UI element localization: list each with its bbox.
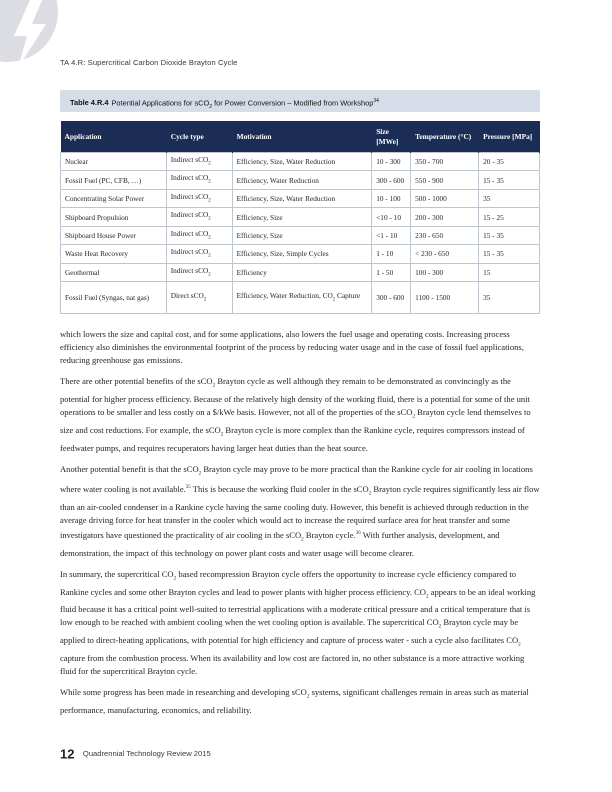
cell-text: Indirect sCO <box>170 265 209 275</box>
cell-application <box>61 282 167 314</box>
table-header-row <box>61 121 540 153</box>
table-row <box>61 189 540 207</box>
cell-text: 15 - 35 <box>483 175 504 185</box>
table-body <box>61 153 540 314</box>
body-paragraph <box>60 568 540 678</box>
body-paragraph <box>60 463 540 559</box>
cell-application <box>61 263 167 281</box>
body-text <box>60 328 540 726</box>
cell-cycle-type <box>166 263 232 281</box>
cell-size <box>372 245 411 263</box>
cell-size <box>372 226 411 244</box>
body-paragraph <box>60 328 540 367</box>
body-paragraph <box>60 375 540 455</box>
cell-text: 300 - 600 <box>376 293 405 303</box>
text-run: With further analysis, development, and demonstration, the impact of this technology on power plant costs and water usage will become clearer. <box>60 529 500 558</box>
subscript: 2 <box>301 536 304 543</box>
subscript: 2 <box>212 383 216 390</box>
table-row <box>61 226 540 244</box>
text-run: Brayton cycle requires significantly less air flow than an air-cooled condenser in a Rankine cycle having the same cooling duty. However, this benefit is achieved through reduction in the average driving force for heat transfer in the cooler which would act to increase the required surface area for heat transfer and some investigators have questioned the practicality of air cooling in the sCO <box>60 483 540 540</box>
cell-text: Geothermal <box>65 267 100 277</box>
cell-pressure <box>479 282 540 314</box>
subscript: 2 <box>518 641 521 648</box>
cell-temperature <box>411 189 479 207</box>
cell-application <box>61 189 167 207</box>
cell-text: 100 - 300 <box>415 267 444 277</box>
applications-table <box>60 121 540 314</box>
subscript: 2 <box>173 575 177 582</box>
subscript: 2 <box>425 593 429 600</box>
cell-text: 300 - 600 <box>376 175 405 185</box>
text-run: Brayton cycle may prove to be more practical than the Rankine cycle for air cooling in locations where water cooling is not available. <box>60 464 533 494</box>
column-header-application: Application <box>61 121 167 153</box>
cell-text: 20 - 35 <box>483 157 504 167</box>
cell-motivation <box>232 189 372 207</box>
cell-text: 15 <box>483 267 491 277</box>
cell-temperature <box>411 226 479 244</box>
cell-motivation <box>232 263 372 281</box>
subscript: 2 <box>208 272 211 278</box>
subscript: 2 <box>203 297 207 303</box>
cell-temperature <box>411 208 479 226</box>
cell-text: 550 - 900 <box>415 175 444 185</box>
subscript: 2 <box>198 470 202 477</box>
text-run: which lowers the size and capital cost, and for some applications, also lowers the fuel usage and operating costs. Increasing process efficiency also diminishes the environmental footprint of the process by reducing water usage and in the case of fossil fuel applications, reducing greenhouse gas emissions. <box>60 329 524 366</box>
cell-temperature <box>411 282 479 314</box>
cell-motivation <box>232 226 372 244</box>
cell-text: 35 <box>483 293 491 303</box>
cell-cycle-type <box>166 282 232 314</box>
subscript: 2 <box>412 414 415 421</box>
subscript: 2 <box>208 235 211 241</box>
column-header-cycle-type: Cycle type <box>166 121 232 153</box>
cell-pressure <box>479 153 540 171</box>
subscript: 2 <box>208 216 211 222</box>
subscript: 2 <box>220 431 224 438</box>
cell-application <box>61 153 167 171</box>
cell-cycle-type <box>166 153 232 171</box>
cell-text: 200 - 300 <box>415 212 444 222</box>
cell-pressure <box>479 208 540 226</box>
cell-size <box>372 153 411 171</box>
text-run: Brayton cycle may be applied to direct-heating applications, with potential for high efficiency and capture of process water - such a cycle also facilitates CO <box>60 617 519 646</box>
text-run: systems, significant challenges remain in areas such as material performance, manufacturing, economics, and reliability. <box>60 687 529 716</box>
table-row <box>61 171 540 189</box>
table-row <box>61 263 540 281</box>
cell-text: Concentrating Solar Power <box>65 194 145 204</box>
text-run: In summary, the supercritical CO <box>60 568 174 579</box>
subscript: 2 <box>306 694 310 701</box>
applications-table-block <box>60 90 540 314</box>
cell-text: 15 - 25 <box>483 212 504 222</box>
cell-motivation <box>232 153 372 171</box>
cell-size <box>372 282 411 314</box>
cell-text: Direct sCO <box>170 290 204 300</box>
cell-text: Indirect sCO <box>170 247 209 257</box>
cell-text: Indirect sCO <box>170 191 209 201</box>
cell-text: Shipboard Propulsion <box>65 212 129 222</box>
cell-cycle-type <box>166 189 232 207</box>
table-row <box>61 282 540 314</box>
cell-text: 10 - 300 <box>376 157 401 167</box>
cell-text: < 230 - 650 <box>415 249 450 259</box>
text-run: appears to be an ideal working fluid because it has a critical point well-suited to terrestrial applications with a moderate critical pressure and a critical temperature that is low enough to be reached with ambient cooling when the wet cooling option is available. The supercritical CO <box>60 586 536 628</box>
cell-text: Fossil Fuel (PC, CFB, …) <box>65 175 142 185</box>
cell-text: 350 - 700 <box>415 157 444 167</box>
cell-cycle-type <box>166 245 232 263</box>
cell-text: 15 - 35 <box>483 231 504 241</box>
cell-size <box>372 189 411 207</box>
cell-pressure <box>479 171 540 189</box>
running-header: TA 4.R: Supercritical Carbon Dioxide Brayton Cycle <box>60 58 238 67</box>
page-number: 12 <box>60 746 75 762</box>
cell-cycle-type <box>166 208 232 226</box>
cell-application <box>61 226 167 244</box>
text-run: Brayton cycle is more complex than the Rankine cycle, requires compressors instead of feedwater pumps, and requires recuperators having larger heat duties than the heat source. <box>60 425 525 453</box>
caption-text-end: for Power Conversion – Modified from Workshop <box>212 98 374 108</box>
subscript: 2 <box>208 161 211 167</box>
subscript: 2 <box>368 490 372 497</box>
cell-text: Indirect sCO <box>170 228 209 238</box>
cell-text: Efficiency, Water Reduction <box>236 175 319 185</box>
cell-text: <1 - 10 <box>376 231 398 241</box>
cell-text: 230 - 650 <box>415 231 444 241</box>
cell-pressure <box>479 226 540 244</box>
cell-text: 15 - 35 <box>483 249 504 259</box>
cell-size <box>372 171 411 189</box>
cell-motivation <box>232 208 372 226</box>
text-run: capture from the combustion process. When its availability and low cost are factored in, no other substance is a more attractive working fluid for the supercritical Brayton cycle. <box>60 653 525 677</box>
cell-temperature <box>411 263 479 281</box>
cell-application <box>61 245 167 263</box>
cell-text: Indirect sCO <box>170 155 209 164</box>
column-header-size: Size [MWe] <box>372 121 411 153</box>
cell-text: 10 - 100 <box>376 194 401 204</box>
column-header-temperature: Temperature (°C) <box>411 121 479 153</box>
cell-text: Efficiency, Size, Water Reduction <box>236 194 336 204</box>
cell-temperature <box>411 153 479 171</box>
column-header-pressure: Pressure [MPa] <box>479 121 540 153</box>
cell-motivation <box>232 282 372 314</box>
table-number: Table 4.R.4 <box>70 98 109 108</box>
cell-text: 35 <box>483 194 491 204</box>
page-footer <box>60 745 211 763</box>
cell-text: Efficiency, Size <box>236 212 283 222</box>
table-caption <box>60 90 540 112</box>
footnote-ref: 35 <box>185 485 191 491</box>
table-row <box>61 208 540 226</box>
cell-pressure <box>479 189 540 207</box>
cell-text: 1 - 10 <box>376 249 394 259</box>
footnote-ref: 36 <box>355 530 361 536</box>
publication-name: Quadrennial Technology Review 2015 <box>82 749 211 759</box>
cell-text: Nuclear <box>65 157 89 167</box>
text-run: Another potential benefit is that the sCO <box>60 464 199 475</box>
cell-text: <10 - 10 <box>376 212 401 222</box>
cell-application <box>61 171 167 189</box>
subscript: 2 <box>208 179 211 185</box>
cell-size <box>372 208 411 226</box>
cell-cycle-type <box>166 226 232 244</box>
text-run: Brayton cycle lend themselves to size and cost reductions. For example, the sCO <box>60 407 531 436</box>
caption-text: Potential Applications for sCO <box>111 98 210 108</box>
cell-text: 1 - 50 <box>376 267 394 277</box>
text-run: Brayton cycle. <box>303 529 356 540</box>
subscript: 2 <box>438 624 442 631</box>
cell-text: Efficiency <box>236 267 267 277</box>
caption-subscript: 2 <box>209 103 213 110</box>
cell-text: Efficiency, Water Reduction, CO <box>236 290 333 300</box>
caption-footnote-ref: 34 <box>373 98 379 104</box>
cell-text: Capture <box>335 290 361 300</box>
cell-cycle-type <box>166 171 232 189</box>
cell-text: 500 - 1000 <box>415 194 447 204</box>
text-run: based recompression Brayton cycle offers the opportunity to increase cycle efficiency compared to Rankine cycles and some other Brayton cycles and lead to power plants with higher process efficiency. CO <box>60 568 516 597</box>
table-row <box>61 245 540 263</box>
cell-pressure <box>479 263 540 281</box>
cell-application <box>61 208 167 226</box>
cell-size <box>372 263 411 281</box>
cell-text: Shipboard House Power <box>65 231 136 241</box>
subscript: 2 <box>208 253 211 259</box>
subscript: 2 <box>332 297 336 303</box>
cell-motivation <box>232 171 372 189</box>
text-run: While some progress has been made in researching and developing sCO <box>60 687 307 698</box>
cell-text: Efficiency, Size, Simple Cycles <box>236 249 329 259</box>
cell-text: Efficiency, Size, Water Reduction <box>236 157 336 167</box>
text-run: Brayton cycle as well although they remain to be demonstrated as convincingly as the potential for higher process efficiency. Because of the relatively high density of the working fluid, there is a potential for some of the unit operations to be smaller and less costly on a $/kWe basis. However, not all of the properties of the sCO <box>60 376 530 418</box>
subscript: 2 <box>208 198 211 204</box>
cell-text: 1100 - 1500 <box>415 293 451 303</box>
cell-pressure <box>479 245 540 263</box>
column-header-motivation: Motivation <box>232 121 372 153</box>
text-run: This is because the working fluid cooler in the sCO <box>190 483 369 494</box>
cell-text: Indirect sCO <box>170 210 209 220</box>
cell-text: Efficiency, Size <box>236 231 283 241</box>
cell-temperature <box>411 171 479 189</box>
cell-motivation <box>232 245 372 263</box>
lightning-bolt-icon <box>0 0 60 78</box>
cell-temperature <box>411 245 479 263</box>
body-paragraph <box>60 686 540 717</box>
cell-text: Waste Heat Recovery <box>65 249 129 259</box>
text-run: There are other potential benefits of the sCO <box>60 376 213 387</box>
cell-text: Fossil Fuel (Syngas, nat gas) <box>65 293 150 303</box>
cell-text: Indirect sCO <box>170 173 209 183</box>
table-row <box>61 153 540 171</box>
